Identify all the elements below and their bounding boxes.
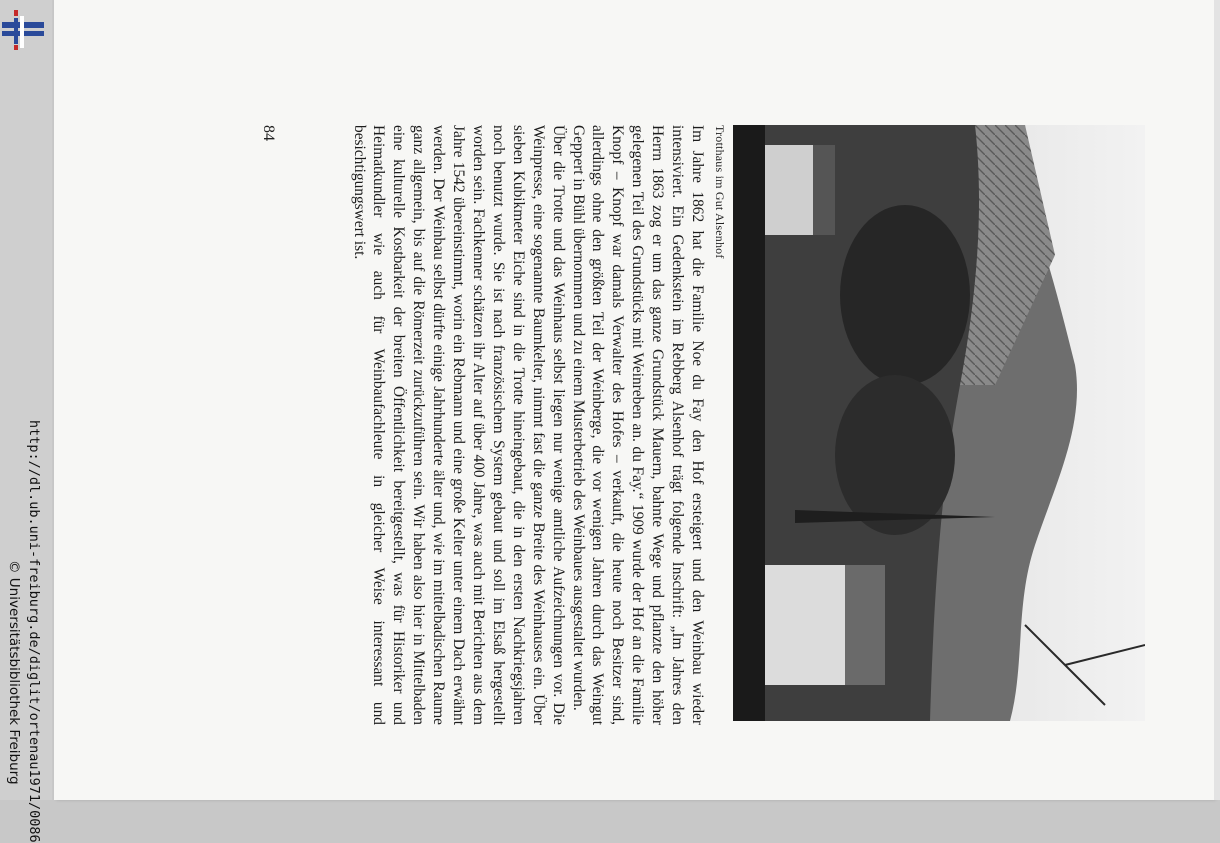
source-url[interactable]: http://dl.ub.uni-freiburg.de/diglit/ortenau1971/0086	[26, 420, 42, 843]
library-sidebar	[0, 0, 52, 843]
library-logo-icon	[2, 10, 44, 50]
page-edge	[1214, 0, 1220, 800]
rotated-page-content	[145, 125, 1145, 725]
body-text	[349, 125, 707, 725]
paragraph-2: Über die Trotte und das Weinhaus selbst liegen nur wenige amtliche Aufzeichnungen vor. Die Weinpresse, eine sogenannte Baumkelter, nimmt fast die ganze Breite des Weinhauses ein. Über sieben Kubikmeter Eiche sind in die Trotte hineingebaut, die in den ersten Nachkriegsjahren noch benutzt wurde. Sie ist nach französischem System gebaut und soll im Elsaß hergestellt worden sein. Fachkenner schätzen ihr Alter auf über 400 Jahre, was auch mit Berichten aus dem Jahre 1542 übereinstimmt, worin ein Rebmann und eine große Kelter unter einem Dach erwähnt werden. Der Weinbau selbst dürfte einige Jahrhunderte älter und, wie im mittelbadischen Raume ganz allgemein, bis auf die Römerzeit zurückzuführen sein. Wir haben also hier in Mittelbaden eine kulturelle Kostbarkeit der breiten Öffentlichkeit bereitgestellt, was für Historiker und Heimatkundler wie auch für Weinbaufachleute in gleicher Weise interessant und besichtigungswert ist.	[350, 125, 567, 725]
photo-caption: Trotthaus im Gut Alsenhof	[713, 125, 727, 259]
trotthaus-photo-illustration	[733, 125, 1145, 721]
photograph	[733, 125, 1145, 721]
copyright-notice: © Universitätsbibliothek Freiburg	[6, 560, 22, 785]
paragraph-1: Im Jahre 1862 hat die Familie Noe du Fay den Hof ersteigert und den Weinbau wieder intensiviert. Ein Gedenkstein im Rebberg Alsenhof trägt folgende Inschrift: „Im Jahres den Herrn 1863 zog er um das ganze Grundstück Mauern, bahnte Wege und pflanzte den höher gelegenen Teil des Grundstücks mit Weinreben an. du Fay.“ 1909 wurde der Hof an die Familie Knopf – Knopf war damals Verwalter des Hofes – verkauft, die heute noch Besitzer sind, allerdings ohne den größten Teil der Weinberge, die vor wenigen Jahren durch das Weingut Geppert in Bühl übernommen und zu einem Musterbetrieb des Weinbaues ausgestaltet wurden.	[569, 125, 706, 725]
page-number: 84	[260, 125, 277, 141]
